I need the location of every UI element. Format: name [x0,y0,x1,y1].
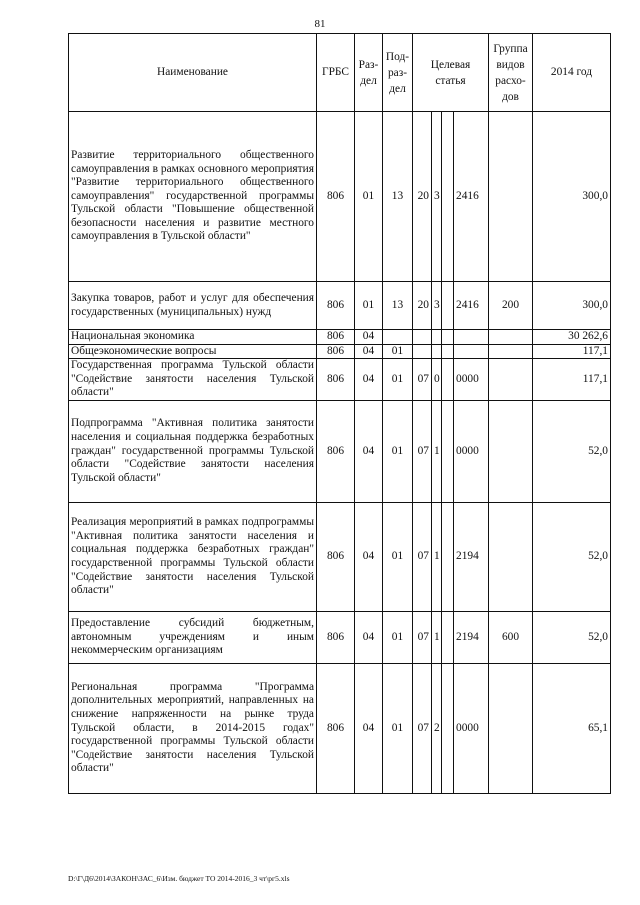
row-target-subprogram: 2 [432,663,442,793]
row-razdel: 01 [355,112,383,282]
row-amount: 117,1 [533,344,611,359]
row-podrazdel: 01 [383,663,413,793]
row-target-direction: 0000 [454,663,489,793]
row-grbs: 806 [317,112,355,282]
row-target-blank [442,359,454,401]
row-target-blank [442,400,454,502]
row-target-blank [442,502,454,611]
table-row [69,330,611,345]
row-target-blank [442,663,454,793]
row-target-program: 20 [413,282,432,330]
header-name: Наименование [69,34,317,112]
row-name: Закупка товаров, работ и услуг для обеспечения государственных (муниципальных) нужд [69,282,317,330]
row-grbs: 806 [317,502,355,611]
row-target-direction: 2194 [454,611,489,663]
row-name: Региональная программа "Программа дополнительных мероприятий, направленных на снижение напряженности на рынке труда Тульской области, в 2014-2015 годах" государственной программы Тульской области "Содействие занятости населения Тульской области" [69,663,317,793]
row-expense-group: 200 [489,282,533,330]
row-amount: 117,1 [533,359,611,401]
row-target-program: 20 [413,112,432,282]
row-target-direction [454,330,489,345]
header-podrazdel: Под- раз- дел [383,34,413,112]
row-expense-group [489,330,533,345]
table-row [69,344,611,359]
row-name: Общеэкономические вопросы [69,344,317,359]
table-row [69,663,611,793]
row-target-direction: 0000 [454,359,489,401]
row-target-subprogram [432,344,442,359]
row-podrazdel: 01 [383,359,413,401]
row-target-program: 07 [413,502,432,611]
page-number: 81 [314,18,326,30]
table-row [69,359,611,401]
row-target-direction [454,344,489,359]
row-name: Подпрограмма "Активная политика занятости населения и социальная поддержка безработных граждан" государственной программы Тульской области "Содействие занятости населения Тульской области" [69,400,317,502]
row-target-program: 07 [413,400,432,502]
row-podrazdel: 13 [383,282,413,330]
row-name: Национальная экономика [69,330,317,345]
row-podrazdel: 01 [383,502,413,611]
row-target-blank [442,282,454,330]
row-razdel: 01 [355,282,383,330]
file-path-footer: D:\Г\Д6\2014\ЗАКОН\ЗАС_6\Изм. бюджет ТО 2014-2016_3 чт\рг5.xls [68,874,290,883]
row-podrazdel: 01 [383,611,413,663]
row-podrazdel: 01 [383,400,413,502]
row-name: Развитие территориального общественного самоуправления в рамках основного мероприятия "Развитие территориального общественного самоуправления" государственной программы Тульской области "Повышение общественной безопасности населения и развитие местного самоуправления в Тульской области" [69,112,317,282]
row-razdel: 04 [355,502,383,611]
row-expense-group [489,359,533,401]
row-target-program: 07 [413,611,432,663]
row-name: Реализация мероприятий в рамках подпрограммы "Активная политика занятости населения и социальная поддержка безработных граждан" государственной программы Тульской области "Содействие занятости населения Тульской области" [69,502,317,611]
row-grbs: 806 [317,282,355,330]
row-name: Предоставление субсидий бюджетным, автономным учреждениям и иным некоммерческим организациям [69,611,317,663]
row-target-subprogram: 1 [432,400,442,502]
row-amount: 52,0 [533,400,611,502]
header-grbs: ГРБС [317,34,355,112]
table-header-row [69,34,611,112]
header-target-article: Целевая статья [413,34,489,112]
row-grbs: 806 [317,359,355,401]
row-target-direction: 2416 [454,112,489,282]
row-name: Государственная программа Тульской области "Содействие занятости населения Тульской области" [69,359,317,401]
row-target-subprogram: 1 [432,611,442,663]
row-amount: 52,0 [533,611,611,663]
row-target-direction: 2416 [454,282,489,330]
row-razdel: 04 [355,400,383,502]
table-row [69,400,611,502]
row-podrazdel [383,330,413,345]
table-row [69,611,611,663]
row-expense-group [489,112,533,282]
row-amount: 300,0 [533,282,611,330]
row-razdel: 04 [355,344,383,359]
row-expense-group [489,344,533,359]
row-expense-group [489,663,533,793]
row-grbs: 806 [317,344,355,359]
row-target-subprogram: 3 [432,112,442,282]
row-razdel: 04 [355,330,383,345]
row-target-subprogram: 1 [432,502,442,611]
row-target-blank [442,112,454,282]
row-target-subprogram: 3 [432,282,442,330]
row-expense-group [489,502,533,611]
row-razdel: 04 [355,611,383,663]
row-razdel: 04 [355,359,383,401]
row-target-subprogram [432,330,442,345]
row-target-blank [442,330,454,345]
row-target-blank [442,611,454,663]
row-podrazdel: 01 [383,344,413,359]
table-row [69,112,611,282]
row-target-direction: 0000 [454,400,489,502]
row-podrazdel: 13 [383,112,413,282]
row-target-direction: 2194 [454,502,489,611]
row-grbs: 806 [317,611,355,663]
row-amount: 30 262,6 [533,330,611,345]
table-row [69,502,611,611]
row-grbs: 806 [317,330,355,345]
row-expense-group [489,400,533,502]
row-amount: 52,0 [533,502,611,611]
row-target-program: 07 [413,663,432,793]
row-amount: 65,1 [533,663,611,793]
header-expense-group: Группа видов расхо- дов [489,34,533,112]
table-row [69,282,611,330]
row-target-program [413,330,432,345]
row-target-program: 07 [413,359,432,401]
row-target-subprogram: 0 [432,359,442,401]
row-target-blank [442,344,454,359]
header-year: 2014 год [533,34,611,112]
header-razdel: Раз- дел [355,34,383,112]
row-razdel: 04 [355,663,383,793]
row-grbs: 806 [317,663,355,793]
row-expense-group: 600 [489,611,533,663]
row-target-program [413,344,432,359]
row-amount: 300,0 [533,112,611,282]
row-grbs: 806 [317,400,355,502]
budget-table [68,33,611,794]
